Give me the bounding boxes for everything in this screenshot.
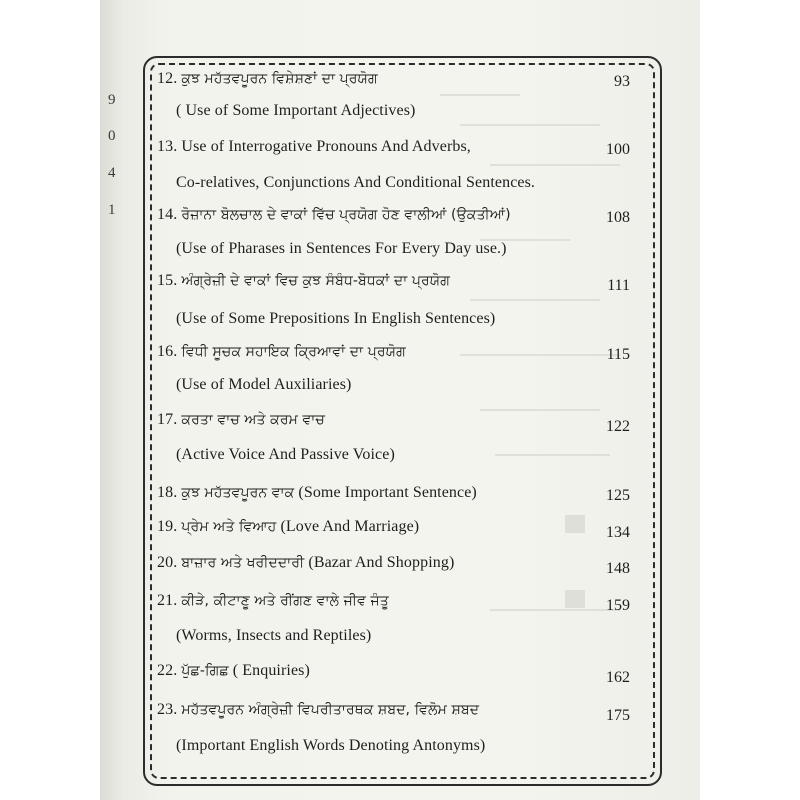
entry-title-punjabi: ਰੋਜ਼ਾਨਾ ਬੋਲਚਾਲ ਦੇ ਵਾਕਾਂ ਵਿੱਚ ਪ੍ਰਯੋਗ ਹੋਣ ਵਾਲੀਆਂ (ਉਕਤੀਆਂ)	[181, 207, 511, 223]
entry-number: 18.	[157, 484, 178, 501]
toc-entry-21	[157, 592, 389, 610]
entry-page-number: 111	[607, 277, 630, 294]
entry-number: 12.	[157, 70, 178, 87]
entry-title-english: (Love And Marriage)	[280, 518, 420, 535]
entry-number: 22.	[157, 662, 178, 679]
toc-entry-15	[157, 272, 450, 290]
entry-title-english: (Some Important Sentence)	[298, 484, 477, 501]
entry-title-english: ( Enquiries)	[232, 662, 310, 679]
entry-page-number: 125	[606, 487, 630, 504]
toc-entry-13	[157, 138, 471, 156]
edge-number: 9	[108, 92, 116, 108]
entry-page-number: 100	[606, 141, 630, 158]
entry-number: 16.	[157, 343, 178, 360]
entry-page-number: 115	[606, 346, 630, 363]
entry-subtitle: (Worms, Insects and Reptiles)	[176, 627, 372, 644]
edge-number: 1	[108, 202, 116, 218]
entry-subtitle: (Active Voice And Passive Voice)	[176, 446, 395, 463]
entry-number: 21.	[157, 592, 178, 609]
entry-title-punjabi: ਅੰਗ੍ਰੇਜ਼ੀ ਦੇ ਵਾਕਾਂ ਵਿਚ ਕੁਝ ਸੰਬੰਧ-ਬੋਧਕਾਂ ਦਾ ਪ੍ਰਯੋਗ	[181, 273, 450, 289]
toc-entry-17	[157, 411, 325, 429]
toc-entry-22	[157, 662, 310, 680]
entry-page-number: 108	[606, 209, 630, 226]
entry-number: 13.	[157, 138, 178, 155]
edge-number: 0	[108, 128, 116, 144]
entry-subtitle: Co-relatives, Conjunctions And Conditional Sentences.	[176, 174, 536, 191]
entry-title: Use of Interrogative Pronouns And Adverbs,	[181, 138, 471, 155]
entry-page-number: 159	[606, 597, 630, 614]
entry-subtitle: (Important English Words Denoting Antonyms)	[176, 737, 486, 754]
entry-page-number: 134	[606, 524, 630, 541]
entry-title-english: (Bazar And Shopping)	[308, 554, 455, 571]
entry-subtitle: (Use of Model Auxiliaries)	[176, 376, 352, 393]
entry-page-number: 162	[606, 669, 630, 686]
entry-title-punjabi: ਬਾਜ਼ਾਰ ਅਤੇ ਖਰੀਦਦਾਰੀ	[181, 555, 305, 571]
toc-entry-19	[157, 518, 419, 536]
entry-title-punjabi: ਵਿਧੀ ਸੂਚਕ ਸਹਾਇਕ ਕ੍ਰਿਆਵਾਂ ਦਾ ਪ੍ਰਯੋਗ	[181, 344, 406, 360]
entry-page-number: 175	[606, 707, 630, 724]
toc-entry-14	[157, 206, 511, 224]
entry-number: 15.	[157, 272, 178, 289]
toc-entry-18	[157, 484, 477, 502]
entry-number: 14.	[157, 206, 178, 223]
entry-page-number: 122	[606, 418, 630, 435]
entry-subtitle: (Use of Pharases in Sentences For Every Day use.)	[176, 240, 507, 257]
entry-number: 23.	[157, 701, 178, 718]
entry-title-punjabi: ਮਹੱਤਵਪੂਰਨ ਅੰਗ੍ਰੇਜ਼ੀ ਵਿਪਰੀਤਾਰਥਕ ਸ਼ਬਦ, ਵਿਲੋਮ ਸ਼ਬਦ	[181, 702, 480, 718]
entry-title-punjabi: ਕੁਝ ਮਹੱਤਵਪੂਰਨ ਵਿਸ਼ੇਸ਼ਣਾਂ ਦਾ ਪ੍ਰਯੋਗ	[181, 71, 378, 87]
entry-title-punjabi: ਕਰਤਾ ਵਾਚ ਅਤੇ ਕਰਮ ਵਾਚ	[181, 412, 325, 428]
entry-number: 20.	[157, 554, 178, 571]
entry-subtitle: ( Use of Some Important Adjectives)	[176, 102, 416, 119]
entry-subtitle: (Use of Some Prepositions In English Sentences)	[176, 310, 496, 327]
toc-entry-20	[157, 554, 454, 572]
entry-title-punjabi: ਕੀੜੇ, ਕੀਟਾਣੂ ਅਤੇ ਰੀਂਗਣ ਵਾਲੇ ਜੀਵ ਜੰਤੂ	[181, 593, 389, 609]
entry-number: 19.	[157, 518, 178, 535]
entry-title-punjabi: ਕੁਝ ਮਹੱਤਵਪੂਰਨ ਵਾਕ	[181, 485, 295, 501]
toc-entry-12	[157, 70, 378, 88]
edge-number: 4	[108, 165, 116, 181]
entry-page-number: 148	[606, 560, 630, 577]
entry-title-punjabi: ਪੁੱਛ-ਗਿਛ	[181, 663, 229, 679]
toc-entry-16	[157, 343, 406, 361]
entry-page-number: 93	[614, 73, 630, 90]
toc-entry-23	[157, 701, 479, 719]
entry-number: 17.	[157, 411, 178, 428]
entry-title-punjabi: ਪ੍ਰੇਮ ਅਤੇ ਵਿਆਹ	[181, 519, 277, 535]
